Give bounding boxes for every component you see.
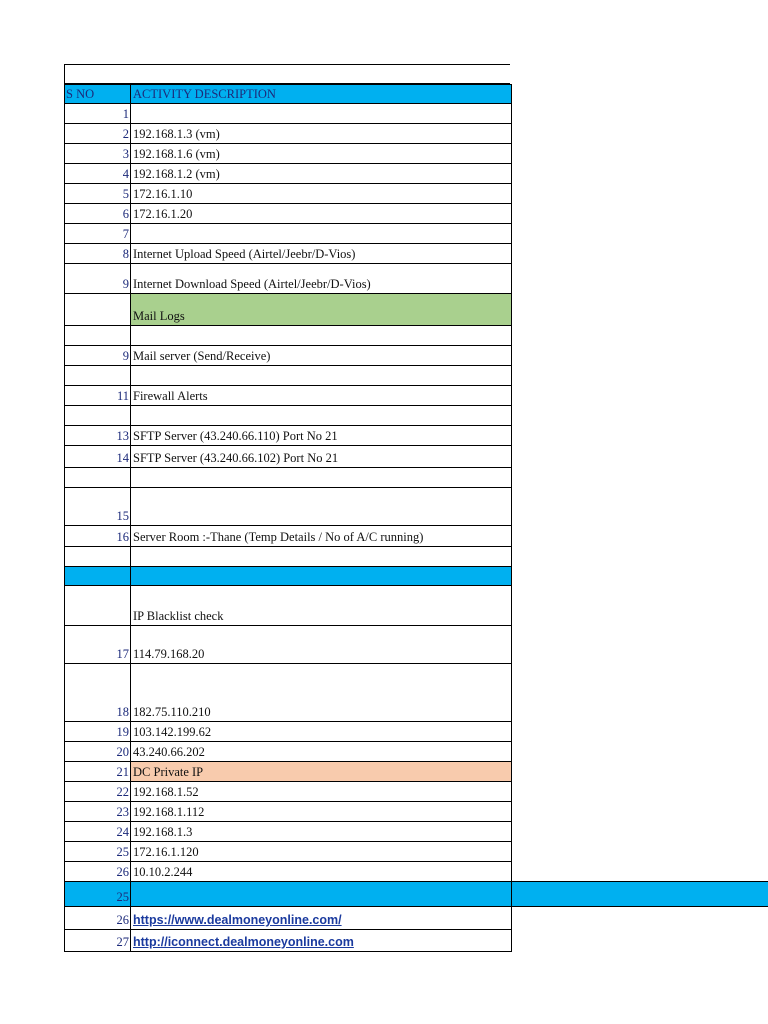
sno-value: 26 <box>116 913 129 927</box>
activity-cell[interactable] <box>130 742 512 762</box>
table-row <box>64 547 512 567</box>
link-wrapper <box>133 935 354 950</box>
sno-cell[interactable] <box>64 822 130 842</box>
sno-cell[interactable] <box>64 742 130 762</box>
activity-text: Internet Upload Speed (Airtel/Jeebr/D-Vios) <box>133 247 356 261</box>
table-row <box>64 264 512 294</box>
sno-cell[interactable] <box>64 722 130 742</box>
activity-cell[interactable] <box>130 822 512 842</box>
activity-text: Internet Download Speed (Airtel/Jeebr/D-Vios) <box>133 277 371 291</box>
activity-cell[interactable] <box>130 907 512 930</box>
sno-value: 6 <box>122 207 129 221</box>
activity-cell[interactable] <box>130 468 512 488</box>
table-row <box>64 326 512 346</box>
sno-cell[interactable] <box>64 782 130 802</box>
activity-cell[interactable] <box>130 204 512 224</box>
activity-text: 192.168.1.3 (vm) <box>133 127 220 141</box>
table-row <box>64 104 512 124</box>
activity-cell[interactable] <box>130 930 512 952</box>
table-row <box>64 742 512 762</box>
activity-cell[interactable] <box>130 366 512 386</box>
sno-value: 16 <box>116 530 129 544</box>
sno-value: 5 <box>122 187 129 201</box>
activity-text: 172.16.1.10 <box>133 187 193 201</box>
activity-cell[interactable] <box>130 224 512 244</box>
sno-cell[interactable] <box>64 386 130 406</box>
sno-cell[interactable] <box>64 468 130 488</box>
activity-cell[interactable] <box>130 326 512 346</box>
table-row <box>64 124 512 144</box>
activity-cell[interactable] <box>130 782 512 802</box>
sno-cell[interactable] <box>64 366 130 386</box>
sno-cell[interactable] <box>64 104 130 124</box>
sno-value: 3 <box>122 147 129 161</box>
activity-cell[interactable] <box>130 124 512 144</box>
activity-cell[interactable] <box>130 294 512 326</box>
table-row <box>64 184 512 204</box>
table-row <box>64 468 512 488</box>
activity-text: SFTP Server (43.240.66.102) Port No 21 <box>133 451 339 465</box>
activity-text: Mail server (Send/Receive) <box>133 349 271 363</box>
sno-value: 7 <box>122 227 129 241</box>
sno-cell[interactable] <box>64 264 130 294</box>
activity-cell[interactable] <box>130 664 512 722</box>
header-sno-cell[interactable] <box>64 84 130 104</box>
sno-cell[interactable] <box>64 346 130 366</box>
sno-value: 15 <box>116 509 129 523</box>
sno-value: 9 <box>122 349 129 363</box>
sno-cell[interactable] <box>64 294 130 326</box>
activity-cell[interactable] <box>130 406 512 426</box>
activity-text: 43.240.66.202 <box>133 745 205 759</box>
sno-cell[interactable] <box>64 526 130 547</box>
highlight-band-extension <box>512 881 768 907</box>
sno-value: 11 <box>116 389 129 403</box>
activity-text: 182.75.110.210 <box>133 705 211 719</box>
sno-cell[interactable] <box>64 446 130 468</box>
activity-cell[interactable] <box>130 802 512 822</box>
sno-cell[interactable] <box>64 862 130 882</box>
activity-text: IP Blacklist check <box>133 609 224 623</box>
activity-text: 10.10.2.244 <box>133 865 193 879</box>
sno-value: 17 <box>116 647 129 661</box>
activity-text: Firewall Alerts <box>133 389 208 403</box>
sno-value: 22 <box>116 785 129 799</box>
table-row <box>64 488 512 526</box>
activity-cell[interactable] <box>130 488 512 526</box>
sno-value: 25 <box>116 890 129 904</box>
sno-value: 21 <box>116 765 129 779</box>
activity-text: 192.168.1.112 <box>133 805 205 819</box>
header-activity-label: ACTIVITY DESCRIPTION <box>133 87 276 101</box>
table-row <box>64 882 512 907</box>
activity-text: Server Room :-Thane (Temp Details / No of A/C running) <box>133 530 424 544</box>
activity-text: 192.168.1.2 (vm) <box>133 167 220 181</box>
sno-value: 14 <box>116 451 129 465</box>
sno-value: 13 <box>116 429 129 443</box>
table-row <box>64 586 512 626</box>
table-row <box>64 842 512 862</box>
activity-cell[interactable] <box>130 626 512 664</box>
activity-cell[interactable] <box>130 346 512 366</box>
sno-cell[interactable] <box>64 842 130 862</box>
table-row <box>64 930 512 952</box>
table-row <box>64 346 512 366</box>
sno-value: 26 <box>116 865 129 879</box>
sno-cell[interactable] <box>64 547 130 567</box>
sno-cell[interactable] <box>64 882 130 907</box>
table-row <box>64 664 512 722</box>
activity-text: 172.16.1.120 <box>133 845 199 859</box>
hyperlink[interactable]: http://iconnect.dealmoneyonline.com <box>133 935 354 949</box>
sno-value: 27 <box>116 935 129 949</box>
activity-cell[interactable] <box>130 144 512 164</box>
activity-cell[interactable] <box>130 526 512 547</box>
table-row <box>64 386 512 406</box>
sno-value: 24 <box>116 825 129 839</box>
table-row <box>64 204 512 224</box>
activity-cell[interactable] <box>130 762 512 782</box>
sno-cell[interactable] <box>64 124 130 144</box>
table-row <box>64 164 512 184</box>
activity-cell[interactable] <box>130 567 512 586</box>
sno-cell[interactable] <box>64 164 130 184</box>
sno-cell[interactable] <box>64 488 130 526</box>
sno-cell[interactable] <box>64 762 130 782</box>
sno-value: 18 <box>116 705 129 719</box>
sno-cell[interactable] <box>64 244 130 264</box>
activity-cell[interactable] <box>130 842 512 862</box>
activity-text: 192.168.1.6 (vm) <box>133 147 220 161</box>
activity-cell[interactable] <box>130 446 512 468</box>
table-row <box>64 244 512 264</box>
header-activity-cell[interactable] <box>130 84 512 104</box>
sno-cell[interactable] <box>64 802 130 822</box>
activity-text: 192.168.1.52 <box>133 785 199 799</box>
sno-value: 8 <box>122 247 129 261</box>
activity-cell[interactable] <box>130 586 512 626</box>
sno-cell[interactable] <box>64 426 130 446</box>
table-row <box>64 426 512 446</box>
table-row <box>64 526 512 547</box>
sno-value: 9 <box>122 277 129 291</box>
sno-value: 23 <box>116 805 129 819</box>
sno-cell[interactable] <box>64 567 130 586</box>
top-empty-cell[interactable] <box>64 64 510 84</box>
activity-text: 114.79.168.20 <box>133 647 205 661</box>
activity-cell[interactable] <box>130 264 512 294</box>
sno-cell[interactable] <box>64 326 130 346</box>
table-row <box>64 406 512 426</box>
table-row <box>64 366 512 386</box>
table-row <box>64 144 512 164</box>
activity-text: 103.142.199.62 <box>133 725 212 739</box>
activity-text: DC Private IP <box>133 765 204 779</box>
activity-cell[interactable] <box>130 164 512 184</box>
sno-value: 20 <box>116 745 129 759</box>
activity-text: 192.168.1.3 <box>133 825 193 839</box>
table-row <box>64 822 512 842</box>
table-row <box>64 294 512 326</box>
activity-cell[interactable] <box>130 244 512 264</box>
activity-text: 172.16.1.20 <box>133 207 193 221</box>
activity-cell[interactable] <box>130 547 512 567</box>
activity-text: Mail Logs <box>133 309 185 323</box>
activity-cell[interactable] <box>130 862 512 882</box>
activity-cell[interactable] <box>130 426 512 446</box>
sno-cell[interactable] <box>64 184 130 204</box>
header-sno-label: S NO <box>66 87 95 101</box>
table-row <box>64 224 512 244</box>
sno-cell[interactable] <box>64 406 130 426</box>
sno-cell[interactable] <box>64 626 130 664</box>
sno-cell[interactable] <box>64 586 130 626</box>
table-row <box>64 722 512 742</box>
activity-cell[interactable] <box>130 882 512 907</box>
sno-value: 2 <box>122 127 129 141</box>
sno-value: 4 <box>122 167 129 181</box>
sno-cell[interactable] <box>64 907 130 930</box>
header-row <box>64 84 512 104</box>
activity-cell[interactable] <box>130 722 512 742</box>
table-row <box>64 802 512 822</box>
table-row <box>64 762 512 782</box>
sno-cell[interactable] <box>64 144 130 164</box>
table-row <box>64 626 512 664</box>
table-row <box>64 782 512 802</box>
table-row <box>64 862 512 882</box>
sno-value: 19 <box>116 725 129 739</box>
sno-cell[interactable] <box>64 930 130 952</box>
sno-value: 25 <box>116 845 129 859</box>
link-wrapper <box>133 913 342 928</box>
activity-cell[interactable] <box>130 184 512 204</box>
table-row <box>64 567 512 586</box>
activity-cell[interactable] <box>130 104 512 124</box>
sno-cell[interactable] <box>64 204 130 224</box>
table-row <box>64 446 512 468</box>
sno-cell[interactable] <box>64 664 130 722</box>
table-row <box>64 907 512 930</box>
sno-value: 1 <box>122 107 129 121</box>
sno-cell[interactable] <box>64 224 130 244</box>
activity-cell[interactable] <box>130 386 512 406</box>
hyperlink[interactable]: https://www.dealmoneyonline.com/ <box>133 913 342 927</box>
activity-text: SFTP Server (43.240.66.110) Port No 21 <box>133 429 338 443</box>
